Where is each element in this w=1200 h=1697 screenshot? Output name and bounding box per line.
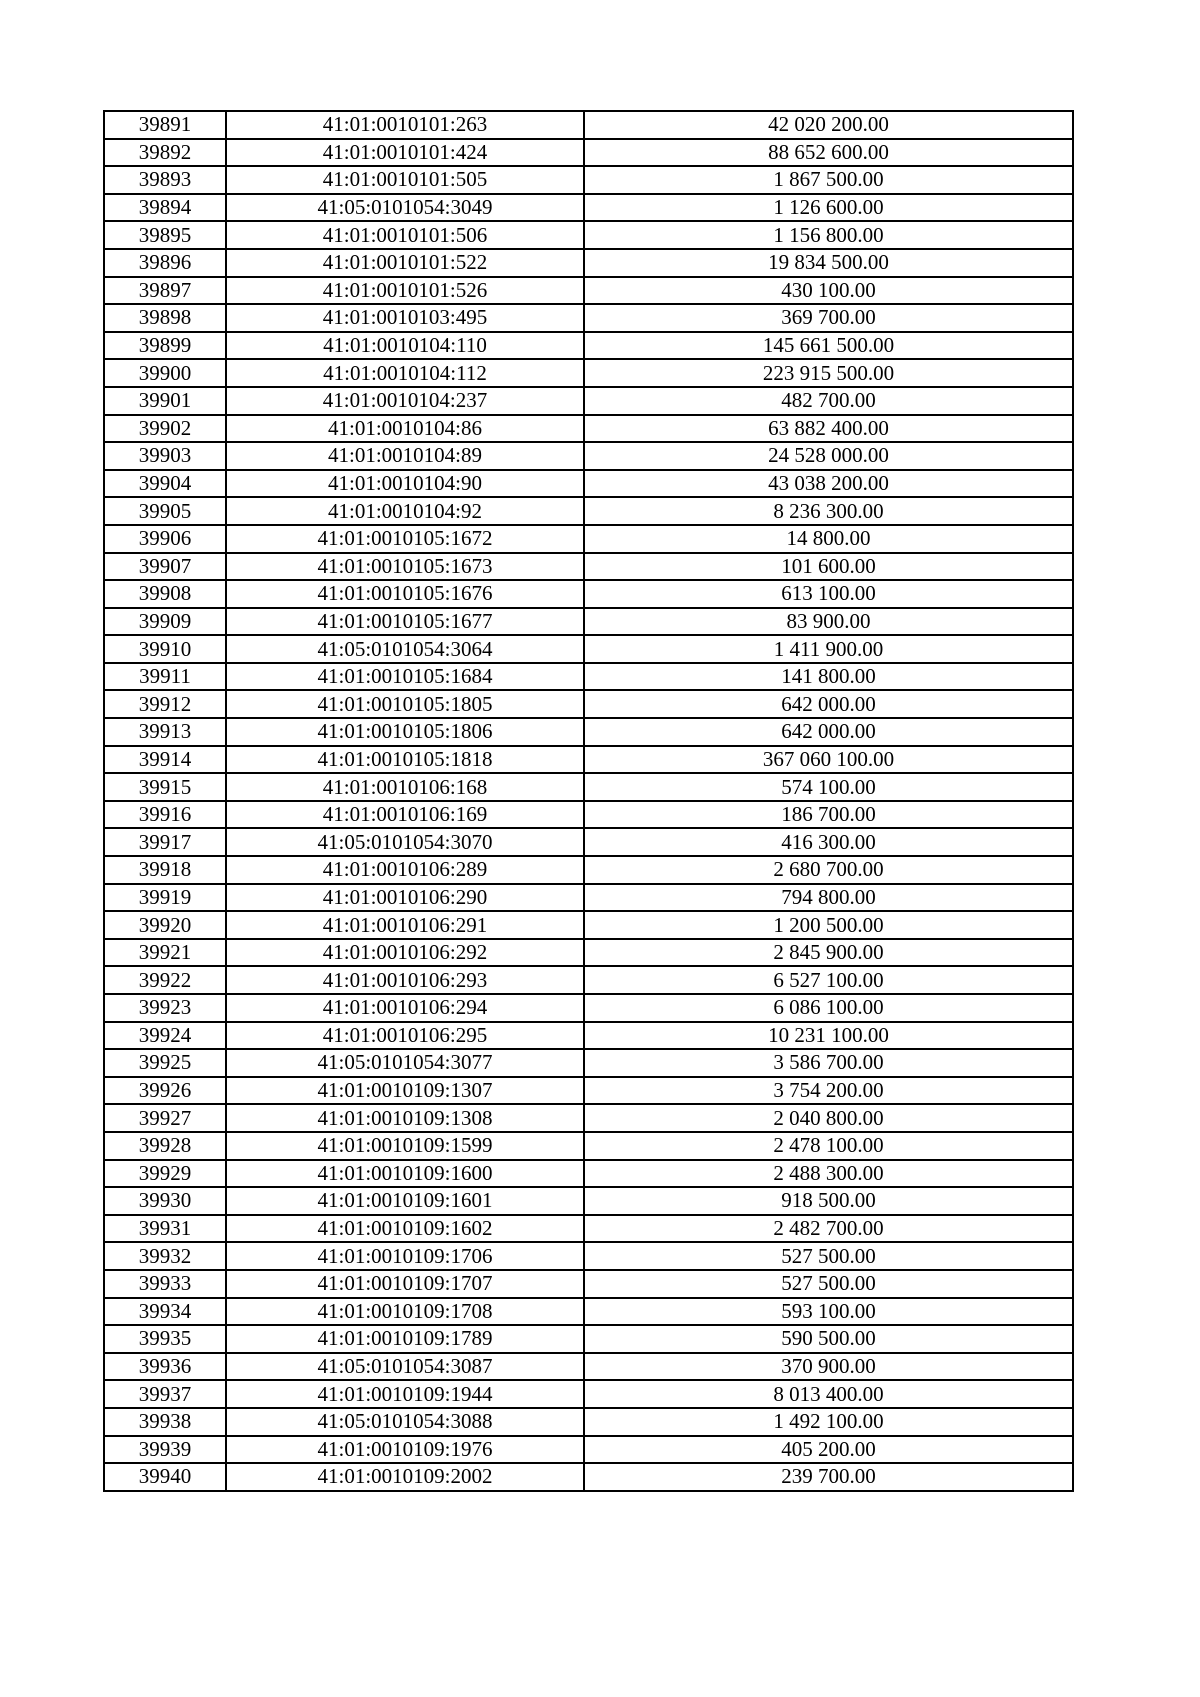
row-number-cell: 39936: [104, 1353, 226, 1381]
row-number-cell: 39938: [104, 1408, 226, 1436]
row-number-cell: 39934: [104, 1298, 226, 1326]
cadastral-value-cell: 145 661 500.00: [584, 332, 1073, 360]
row-number-cell: 39923: [104, 994, 226, 1022]
cadastral-value-cell: 369 700.00: [584, 304, 1073, 332]
row-number-cell: 39898: [104, 304, 226, 332]
table-row: [104, 1325, 1073, 1353]
cadastral-number-cell: 41:01:0010101:522: [226, 249, 584, 277]
table-row: [104, 773, 1073, 801]
table-row: [104, 1187, 1073, 1215]
table-row: [104, 442, 1073, 470]
row-number-cell: 39935: [104, 1325, 226, 1353]
table-row: [104, 111, 1073, 139]
cadastral-number-cell: 41:01:0010106:289: [226, 856, 584, 884]
table-row: [104, 553, 1073, 581]
table-row: [104, 635, 1073, 663]
table-row: [104, 1215, 1073, 1243]
cadastral-value-cell: 2 478 100.00: [584, 1132, 1073, 1160]
cadastral-value-cell: 794 800.00: [584, 884, 1073, 912]
cadastral-value-cell: 2 680 700.00: [584, 856, 1073, 884]
cadastral-number-cell: 41:05:0101054:3077: [226, 1049, 584, 1077]
table-row: [104, 718, 1073, 746]
cadastral-number-cell: 41:01:0010109:1708: [226, 1298, 584, 1326]
row-number-cell: 39931: [104, 1215, 226, 1243]
table-row: [104, 497, 1073, 525]
row-number-cell: 39922: [104, 966, 226, 994]
cadastral-value-cell: 10 231 100.00: [584, 1022, 1073, 1050]
table-row: [104, 1022, 1073, 1050]
table-row: [104, 1380, 1073, 1408]
cadastral-number-cell: 41:01:0010104:112: [226, 359, 584, 387]
table-row: [104, 166, 1073, 194]
cadastral-value-cell: 430 100.00: [584, 277, 1073, 305]
cadastral-value-cell: 3 586 700.00: [584, 1049, 1073, 1077]
cadastral-number-cell: 41:01:0010101:505: [226, 166, 584, 194]
table-row: [104, 1353, 1073, 1381]
cadastral-value-cell: 367 060 100.00: [584, 746, 1073, 774]
cadastral-value-cell: 527 500.00: [584, 1270, 1073, 1298]
cadastral-number-cell: 41:01:0010104:92: [226, 497, 584, 525]
cadastral-number-cell: 41:05:0101054:3064: [226, 635, 584, 663]
cadastral-value-cell: 6 086 100.00: [584, 994, 1073, 1022]
cadastral-value-cell: 63 882 400.00: [584, 415, 1073, 443]
cadastral-value-cell: 101 600.00: [584, 553, 1073, 581]
row-number-cell: 39921: [104, 939, 226, 967]
row-number-cell: 39932: [104, 1242, 226, 1270]
cadastral-number-cell: 41:01:0010106:168: [226, 773, 584, 801]
row-number-cell: 39917: [104, 828, 226, 856]
cadastral-value-cell: 1 867 500.00: [584, 166, 1073, 194]
cadastral-number-cell: 41:01:0010109:1599: [226, 1132, 584, 1160]
cadastral-value-cell: 6 527 100.00: [584, 966, 1073, 994]
table-row: [104, 580, 1073, 608]
table-row: [104, 304, 1073, 332]
table-row: [104, 1408, 1073, 1436]
table-row: [104, 415, 1073, 443]
cadastral-value-cell: 1 200 500.00: [584, 911, 1073, 939]
table-row: [104, 911, 1073, 939]
cadastral-value-cell: 88 652 600.00: [584, 139, 1073, 167]
row-number-cell: 39909: [104, 608, 226, 636]
table-row: [104, 663, 1073, 691]
cadastral-value-cell: 83 900.00: [584, 608, 1073, 636]
cadastral-value-table: [103, 110, 1074, 1492]
cadastral-value-cell: 1 126 600.00: [584, 194, 1073, 222]
cadastral-value-cell: 24 528 000.00: [584, 442, 1073, 470]
table-row: [104, 221, 1073, 249]
table-row: [104, 746, 1073, 774]
cadastral-number-cell: 41:01:0010109:1707: [226, 1270, 584, 1298]
cadastral-value-cell: 416 300.00: [584, 828, 1073, 856]
cadastral-value-cell: 1 492 100.00: [584, 1408, 1073, 1436]
row-number-cell: 39919: [104, 884, 226, 912]
table-row: [104, 1298, 1073, 1326]
cadastral-number-cell: 41:01:0010105:1676: [226, 580, 584, 608]
row-number-cell: 39916: [104, 801, 226, 829]
cadastral-number-cell: 41:01:0010109:1601: [226, 1187, 584, 1215]
row-number-cell: 39910: [104, 635, 226, 663]
cadastral-number-cell: 41:01:0010106:294: [226, 994, 584, 1022]
cadastral-number-cell: 41:01:0010106:291: [226, 911, 584, 939]
row-number-cell: 39902: [104, 415, 226, 443]
cadastral-number-cell: 41:01:0010109:1976: [226, 1436, 584, 1464]
row-number-cell: 39914: [104, 746, 226, 774]
cadastral-value-cell: 642 000.00: [584, 690, 1073, 718]
cadastral-number-cell: 41:01:0010104:110: [226, 332, 584, 360]
row-number-cell: 39940: [104, 1463, 226, 1491]
row-number-cell: 39894: [104, 194, 226, 222]
cadastral-number-cell: 41:01:0010105:1805: [226, 690, 584, 718]
cadastral-value-cell: 574 100.00: [584, 773, 1073, 801]
cadastral-number-cell: 41:01:0010104:90: [226, 470, 584, 498]
cadastral-value-cell: 8 236 300.00: [584, 497, 1073, 525]
cadastral-number-cell: 41:01:0010101:526: [226, 277, 584, 305]
row-number-cell: 39930: [104, 1187, 226, 1215]
table-row: [104, 856, 1073, 884]
cadastral-number-cell: 41:01:0010104:86: [226, 415, 584, 443]
row-number-cell: 39897: [104, 277, 226, 305]
cadastral-number-cell: 41:01:0010109:1600: [226, 1160, 584, 1188]
table-body: [104, 111, 1073, 1491]
cadastral-number-cell: 41:01:0010105:1677: [226, 608, 584, 636]
table-row: [104, 1242, 1073, 1270]
cadastral-value-cell: 14 800.00: [584, 525, 1073, 553]
table-row: [104, 1104, 1073, 1132]
table-row: [104, 828, 1073, 856]
cadastral-value-cell: 918 500.00: [584, 1187, 1073, 1215]
row-number-cell: 39893: [104, 166, 226, 194]
cadastral-value-cell: 527 500.00: [584, 1242, 1073, 1270]
table-row: [104, 1049, 1073, 1077]
cadastral-value-cell: 223 915 500.00: [584, 359, 1073, 387]
row-number-cell: 39913: [104, 718, 226, 746]
cadastral-value-cell: 613 100.00: [584, 580, 1073, 608]
row-number-cell: 39933: [104, 1270, 226, 1298]
cadastral-value-cell: 370 900.00: [584, 1353, 1073, 1381]
cadastral-number-cell: 41:01:0010106:169: [226, 801, 584, 829]
row-number-cell: 39939: [104, 1436, 226, 1464]
cadastral-value-cell: 239 700.00: [584, 1463, 1073, 1491]
cadastral-value-cell: 2 482 700.00: [584, 1215, 1073, 1243]
cadastral-number-cell: 41:01:0010109:1789: [226, 1325, 584, 1353]
cadastral-number-cell: 41:01:0010104:237: [226, 387, 584, 415]
table-row: [104, 939, 1073, 967]
cadastral-number-cell: 41:01:0010101:263: [226, 111, 584, 139]
cadastral-number-cell: 41:01:0010109:1602: [226, 1215, 584, 1243]
table-row: [104, 966, 1073, 994]
row-number-cell: 39901: [104, 387, 226, 415]
row-number-cell: 39903: [104, 442, 226, 470]
row-number-cell: 39915: [104, 773, 226, 801]
cadastral-value-cell: 3 754 200.00: [584, 1077, 1073, 1105]
table-row: [104, 1436, 1073, 1464]
row-number-cell: 39904: [104, 470, 226, 498]
row-number-cell: 39892: [104, 139, 226, 167]
row-number-cell: 39925: [104, 1049, 226, 1077]
table-row: [104, 1132, 1073, 1160]
table-row: [104, 359, 1073, 387]
cadastral-value-cell: 2 845 900.00: [584, 939, 1073, 967]
cadastral-value-cell: 42 020 200.00: [584, 111, 1073, 139]
cadastral-number-cell: 41:01:0010105:1818: [226, 746, 584, 774]
cadastral-number-cell: 41:01:0010106:295: [226, 1022, 584, 1050]
table-row: [104, 277, 1073, 305]
row-number-cell: 39900: [104, 359, 226, 387]
cadastral-number-cell: 41:05:0101054:3049: [226, 194, 584, 222]
row-number-cell: 39924: [104, 1022, 226, 1050]
cadastral-number-cell: 41:01:0010106:290: [226, 884, 584, 912]
row-number-cell: 39891: [104, 111, 226, 139]
cadastral-value-cell: 8 013 400.00: [584, 1380, 1073, 1408]
row-number-cell: 39937: [104, 1380, 226, 1408]
table-row: [104, 690, 1073, 718]
cadastral-number-cell: 41:01:0010109:1307: [226, 1077, 584, 1105]
cadastral-number-cell: 41:01:0010105:1684: [226, 663, 584, 691]
row-number-cell: 39896: [104, 249, 226, 277]
row-number-cell: 39905: [104, 497, 226, 525]
row-number-cell: 39927: [104, 1104, 226, 1132]
table-row: [104, 139, 1073, 167]
cadastral-number-cell: 41:05:0101054:3087: [226, 1353, 584, 1381]
table-row: [104, 1270, 1073, 1298]
row-number-cell: 39920: [104, 911, 226, 939]
table-row: [104, 194, 1073, 222]
cadastral-value-cell: 2 040 800.00: [584, 1104, 1073, 1132]
table-row: [104, 1077, 1073, 1105]
cadastral-value-cell: 642 000.00: [584, 718, 1073, 746]
cadastral-number-cell: 41:05:0101054:3070: [226, 828, 584, 856]
cadastral-number-cell: 41:05:0101054:3088: [226, 1408, 584, 1436]
cadastral-value-cell: 2 488 300.00: [584, 1160, 1073, 1188]
cadastral-value-cell: 590 500.00: [584, 1325, 1073, 1353]
cadastral-number-cell: 41:01:0010106:292: [226, 939, 584, 967]
row-number-cell: 39907: [104, 553, 226, 581]
table-row: [104, 470, 1073, 498]
cadastral-number-cell: 41:01:0010109:1706: [226, 1242, 584, 1270]
table-row: [104, 884, 1073, 912]
row-number-cell: 39918: [104, 856, 226, 884]
cadastral-value-cell: 141 800.00: [584, 663, 1073, 691]
row-number-cell: 39926: [104, 1077, 226, 1105]
cadastral-number-cell: 41:01:0010101:506: [226, 221, 584, 249]
table-row: [104, 801, 1073, 829]
table-row: [104, 608, 1073, 636]
cadastral-value-cell: 1 156 800.00: [584, 221, 1073, 249]
table-row: [104, 1160, 1073, 1188]
cadastral-number-cell: 41:01:0010109:2002: [226, 1463, 584, 1491]
cadastral-number-cell: 41:01:0010109:1308: [226, 1104, 584, 1132]
cadastral-value-cell: 405 200.00: [584, 1436, 1073, 1464]
cadastral-number-cell: 41:01:0010106:293: [226, 966, 584, 994]
cadastral-value-cell: 43 038 200.00: [584, 470, 1073, 498]
row-number-cell: 39906: [104, 525, 226, 553]
cadastral-number-cell: 41:01:0010103:495: [226, 304, 584, 332]
table-row: [104, 1463, 1073, 1491]
table-row: [104, 994, 1073, 1022]
cadastral-value-cell: 593 100.00: [584, 1298, 1073, 1326]
cadastral-number-cell: 41:01:0010105:1806: [226, 718, 584, 746]
table-row: [104, 332, 1073, 360]
cadastral-value-cell: 19 834 500.00: [584, 249, 1073, 277]
cadastral-value-cell: 482 700.00: [584, 387, 1073, 415]
table-row: [104, 387, 1073, 415]
row-number-cell: 39908: [104, 580, 226, 608]
row-number-cell: 39912: [104, 690, 226, 718]
cadastral-number-cell: 41:01:0010109:1944: [226, 1380, 584, 1408]
cadastral-number-cell: 41:01:0010101:424: [226, 139, 584, 167]
cadastral-number-cell: 41:01:0010105:1672: [226, 525, 584, 553]
cadastral-number-cell: 41:01:0010104:89: [226, 442, 584, 470]
cadastral-number-cell: 41:01:0010105:1673: [226, 553, 584, 581]
cadastral-value-cell: 186 700.00: [584, 801, 1073, 829]
table-row: [104, 249, 1073, 277]
cadastral-value-cell: 1 411 900.00: [584, 635, 1073, 663]
table-row: [104, 525, 1073, 553]
row-number-cell: 39899: [104, 332, 226, 360]
row-number-cell: 39895: [104, 221, 226, 249]
row-number-cell: 39928: [104, 1132, 226, 1160]
row-number-cell: 39911: [104, 663, 226, 691]
row-number-cell: 39929: [104, 1160, 226, 1188]
